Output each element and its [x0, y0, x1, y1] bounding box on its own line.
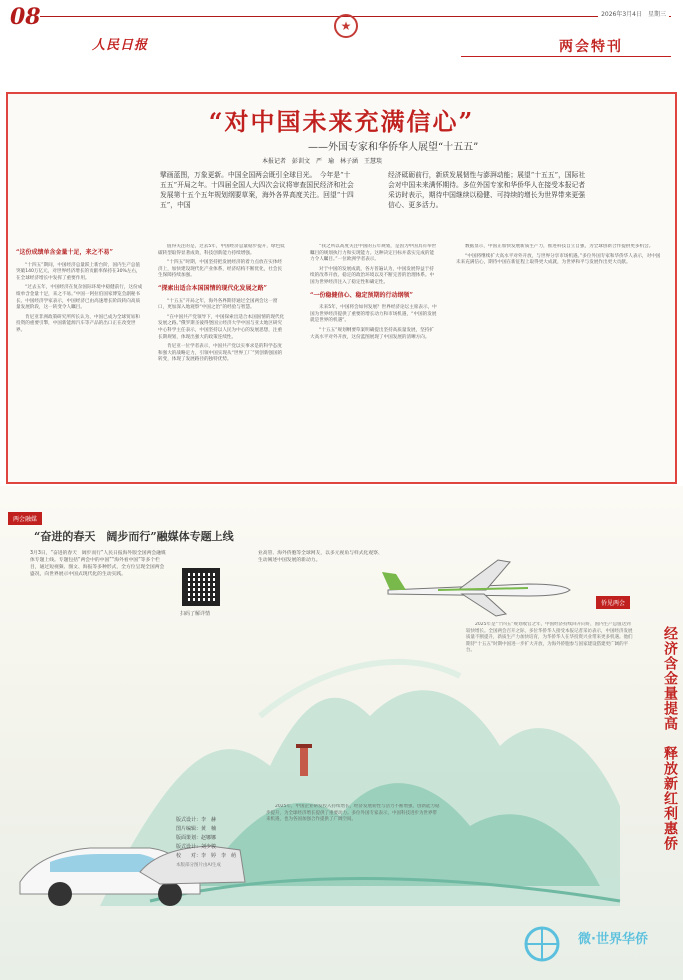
qr-code[interactable]: [182, 568, 220, 606]
section-title: 两会特刊: [559, 39, 623, 55]
column-paragraph: “十五五”规划纲要草案明确提出坚持高质量发展，坚持扩大高水平对外开放，这份蓝图展现了中国发展的清晰方向。: [310, 327, 435, 340]
column-tag: 侨见两会: [596, 596, 630, 609]
article-headline: “对中国未来充满信心”: [208, 107, 475, 136]
column-paragraph: “十五五”开局之年，海外各界期待通过全国两会这一窗口，更加深入地观察“中国之治”的经验与智慧。: [158, 298, 278, 311]
promo-title[interactable]: “奋进的春天 阔步而行”融媒体专题上线: [34, 530, 234, 543]
promo-tag: 两会融媒: [8, 512, 42, 525]
column-paragraph: “过去五年，中国经济在复杂国际环境中稳健前行，这份成绩单含金量十足，来之不易。”中国一阿拉伯国家博览会副秘书长、中国经济学家表示，中国经济已由高速增长阶段转向高质量发展阶段，这一转变令人瞩目。: [16, 285, 143, 311]
section-underline: [461, 56, 671, 57]
publication-date: 2026年3月4日 星期三: [598, 9, 669, 18]
page-number: 08: [10, 4, 41, 30]
emblem-icon: ★: [334, 14, 358, 38]
column-paragraph: 对于中国的发展成就，各方普遍认为，中国发展得益于持续的改革开放、稳定的政治环境以及不断完善的治理体系。中国为世界经济注入了稳定性和确定性。: [310, 266, 435, 285]
column-paragraph: “在中国共产党领导下，中国探索出适合本国国情的现代化发展之路。”俄罗斯圣彼得堡国立经济大学中国与亚太地区研究中心科学主任表示，中国坚持以人民为中心的发展思想，注重长期规划，体现出强大的政策连续性。: [158, 314, 285, 340]
article-lede-left: 擘画蓝图，万象更新。中国全国两会既引全球目光。 今年是“十五五”开局之年。十四届全国人大四次会议将审查国民经济和社会发展第十五个五年规划纲要草案，海外各界高度关注。回望“十四五”，中国: [160, 171, 354, 209]
credit-line: 版面策划：赵娜娜: [176, 835, 217, 841]
masthead: [0, 0, 683, 60]
column-paragraph: 数据显示，中国正加快发展新质生产力，推进科技自立自强，为全球创新合作提供更多机会。: [465, 244, 654, 249]
watermark: [512, 922, 672, 968]
article-column: [158, 244, 286, 480]
column-paragraph: “我之所以高度关注中国的五年规划，是因为中国具有举世瞩目的规划执行力和实现能力。这种决定目标并落实完成的能力令人瞩目。”一位欧洲学者表示。: [310, 244, 437, 263]
column-heading: “这份成绩单含金量十足，来之不易”: [16, 249, 113, 256]
article-bylines: 本报记者 彭训文 严 瑜 林子涵 王慧琰: [262, 158, 383, 165]
lower-article-paragraph: 2025年，中国企业研发投入持续增长，经济发展韧性与活力不断增强，创新能力稳步提升，为全球经济增长提供了重要动力。多位外国专家表示，中国科技进步为世界带来机遇，也为各国加强合作提供了广阔空间。: [266, 804, 440, 823]
column-heading: “一份稳健信心、稳定预期的行动纲领”: [310, 291, 413, 299]
article-column: [456, 244, 662, 480]
column-paragraph: “十四五”时期，中国坚持把发展经济的着力点放在实体经济上，加快建设现代化产业体系，经济结构不断优化，社会民生保障持续加强。: [158, 260, 283, 279]
column-paragraph: 未来5年，中国将会如何发展？世界经济论坛主席表示，中国为世界经济提供了重要的增长动力和市场机遇，“中国的发展就是世界的机遇”。: [310, 305, 437, 324]
lower-article-right: [466, 622, 634, 972]
globe-logo-icon: [512, 922, 572, 966]
promo-section: [0, 486, 683, 980]
promo-body-right: 业高管、海外侨胞等全球网友，以多元视角与样式化观察、生动阐述中国发展的新动力。: [258, 551, 383, 563]
feature-article[interactable]: [6, 92, 677, 484]
article-column: [16, 244, 144, 480]
article-column: [310, 244, 438, 480]
credit-line: 版式设计：刘少骏: [176, 844, 217, 850]
lower-article-paragraph: 2025年是“十四五”规划收官之年，中国经济持续回升向好，国内生产总值达到较快增长。全国两会召开之际，多位华侨华人接受本报记者采访表示，中国经济发展质量不断提升，新质生产力加快培育，为华侨华人在华投资兴业带来更多机遇。他们期待“十五五”时期中国进一步扩大开放，为海外侨胞参与国家建设搭建更广阔的平台。: [466, 622, 633, 654]
article-subheadline: ——外国专家和华侨华人展望“十五五”: [308, 142, 479, 153]
watermark-text: 微·世界华侨: [578, 932, 648, 947]
column-paragraph: “十四五”期间，中国经济总量跃上新台阶，国内生产总值突破140万亿元，对世界经济增长的贡献率保持在30%左右，在全球经济增长中发挥了重要作用。: [16, 262, 141, 281]
newspaper-logo: 人民日报: [92, 38, 149, 53]
lower-article-title[interactable]: 经济含金量提高 释放新红利惠侨: [662, 626, 678, 851]
column-paragraph: 肯尼亚非洲政策研究所所长认为，中国已成为全球贸易和投资的重要引擎，中国新能源汽车等产品的出口正在改变世界。: [16, 314, 140, 333]
credit-line: 校 对：李 婷 李 萌: [176, 853, 237, 859]
ai-image-note: 本版部分图片由AI生成: [176, 863, 221, 868]
column-heading: “探索出适合本国国情的现代化发展之路”: [158, 284, 267, 292]
promo-body-left: 3月3日，“奋进的春天 阔步而行”人民日报海外版全国两会融媒体专题上线。专题包括“两会中的中国”“海外看中国”等多个栏目，通过短视频、图文、海报等多种形式，全方位呈现全国两会盛况，向世界展示中国式现代化的生动实践。: [30, 551, 166, 577]
airplane-icon: [378, 550, 578, 620]
column-paragraph: 值得关注的是，过去5年，中国经济总量稳步提升，绿色低碳转型取得显著成效，科技创新能力持续增强。: [158, 244, 285, 256]
article-lede-right: 经济砥砺前行，新质发展韧性与澎湃动能；展望“十五五”，国际社会对中国未来满怀期待。多位外国专家和华侨华人在接受本报记者采访时表示，期待中国继续以稳健、可持续的增长为世界带来更强信心、更多活力。: [388, 171, 586, 209]
column-paragraph: “中国将继续扩大高水平对外开放，与世界分享市场机遇。”多位外国专家和华侨华人表示，对中国未来充满信心，期待中国在新征程上取得更大成就，为世界和平与发展作出更大贡献。: [456, 253, 661, 266]
credit-line: 版式设计：李 赫: [176, 817, 217, 823]
credit-line: 图片编辑：黄 楠: [176, 826, 217, 832]
column-paragraph: 肯尼亚一位学者表示，中国共产党以实事求是的科学态度和强大的战略定力，引领中国实现从“世界工厂”到创新强国的转变，体现了发展路径的独特优势。: [158, 344, 283, 363]
lower-article-left: [266, 804, 440, 954]
qr-caption: 扫码了解详情: [180, 611, 211, 617]
header-rule: [40, 16, 671, 17]
